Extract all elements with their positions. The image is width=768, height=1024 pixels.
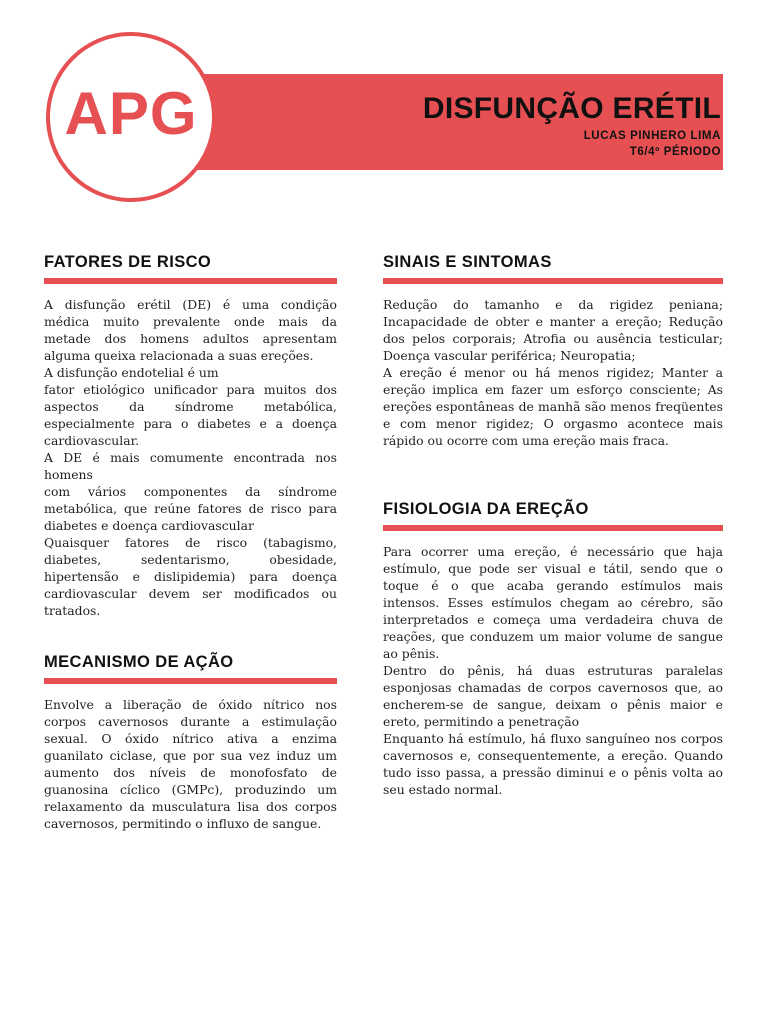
section-fisiologia-da-erecao <box>383 499 723 798</box>
paragraph: Redução do tamanho e da rigidez peniana; Incapacidade de obter e manter a ereção; Redução dos pelos corporais; Atrofia ou ausência testicular; Doença vascular periférica; Neuropatia; <box>383 297 723 363</box>
paragraph: Dentro do pênis, há duas estruturas paralelas esponjosas chamadas de corpos cavernosos que, ao encherem-se de sangue, deixam o pênis maior e ereto, permitindo a penetração <box>383 663 723 729</box>
paragraph: A DE é mais comumente encontrada nos homens <box>44 450 337 482</box>
paragraph: Envolve a liberação de óxido nítrico nos corpos cavernosos durante a estimulação sexual. O óxido nítrico ativa a enzima guanilato ciclase, que por sua vez induz um aumento dos níveis de monofosfato de guanosina cíclico (GMPc), produzindo um relaxamento da musculatura lisa dos corpos cavernosos, permitindo o influxo de sangue. <box>44 697 337 831</box>
section-divider <box>383 525 723 531</box>
section-body <box>44 296 337 619</box>
section-title: FISIOLOGIA DA EREÇÃO <box>383 500 589 518</box>
section-title: MECANISMO DE AÇÃO <box>44 653 234 671</box>
paragraph: A disfunção erétil (DE) é uma condição médica muito prevalente onde mais da metade dos homens adultos apresentam alguma queixa relacionada a suas ereções. <box>44 297 337 363</box>
author-name: LUCAS PINHERO LIMA <box>583 130 721 142</box>
section-body <box>383 296 723 449</box>
logo-text: APG <box>64 79 198 147</box>
paragraph: Quaisquer fatores de risco (tabagismo, diabetes, sedentarismo, obesidade, hipertensão e dislipidemia) para doença cardiovascular devem ser modificados ou tratados. <box>44 535 337 618</box>
section-fatores-de-risco <box>44 252 337 619</box>
section-divider <box>44 278 337 284</box>
section-divider <box>383 278 723 284</box>
section-divider <box>44 678 337 684</box>
class-period: T6/4º PÉRIODO <box>629 146 721 158</box>
paragraph: fator etiológico unificador para muitos dos aspectos da síndrome metabólica, especialmente para o diabetes e a doença cardiovascular. <box>44 382 337 448</box>
paragraph: Para ocorrer uma ereção, é necessário que haja estímulo, que pode ser visual e tátil, sendo que o toque é o que acaba gerando estímulos mais intensos. Esses estímulos chegam ao cérebro, são interpretados e começa uma verdadeira chuva de reações, que conduzem um maior volume de sangue ao pênis. <box>383 544 723 661</box>
section-sinais-e-sintomas <box>383 252 723 449</box>
paragraph: com vários componentes da síndrome metabólica, que reúne fatores de risco para diabetes e doença cardiovascular <box>44 484 337 533</box>
paragraph: A disfunção endotelial é um <box>44 365 219 380</box>
paragraph: A ereção é menor ou há menos rigidez; Manter a ereção implica em fazer um esforço consciente; As ereções espontâneas de manhã são menos freqüentes e com menor rigidez; O orgasmo acontece mais rápido ou ocorre com uma ereção mais fraca. <box>383 365 723 448</box>
section-title: SINAIS E SINTOMAS <box>383 253 552 271</box>
section-body <box>44 696 337 832</box>
paragraph: Enquanto há estímulo, há fluxo sanguíneo nos corpos cavernosos e, consequentemente, a ereção. Quando tudo isso passa, a pressão diminui e o pênis volta ao seu estado normal. <box>383 731 723 797</box>
section-mecanismo-de-acao <box>44 652 337 832</box>
title-block <box>423 92 721 160</box>
section-title: FATORES DE RISCO <box>44 253 212 271</box>
section-body <box>383 543 723 798</box>
logo-badge <box>46 32 216 202</box>
document-title: DISFUNÇÃO ERÉTIL <box>422 92 721 125</box>
